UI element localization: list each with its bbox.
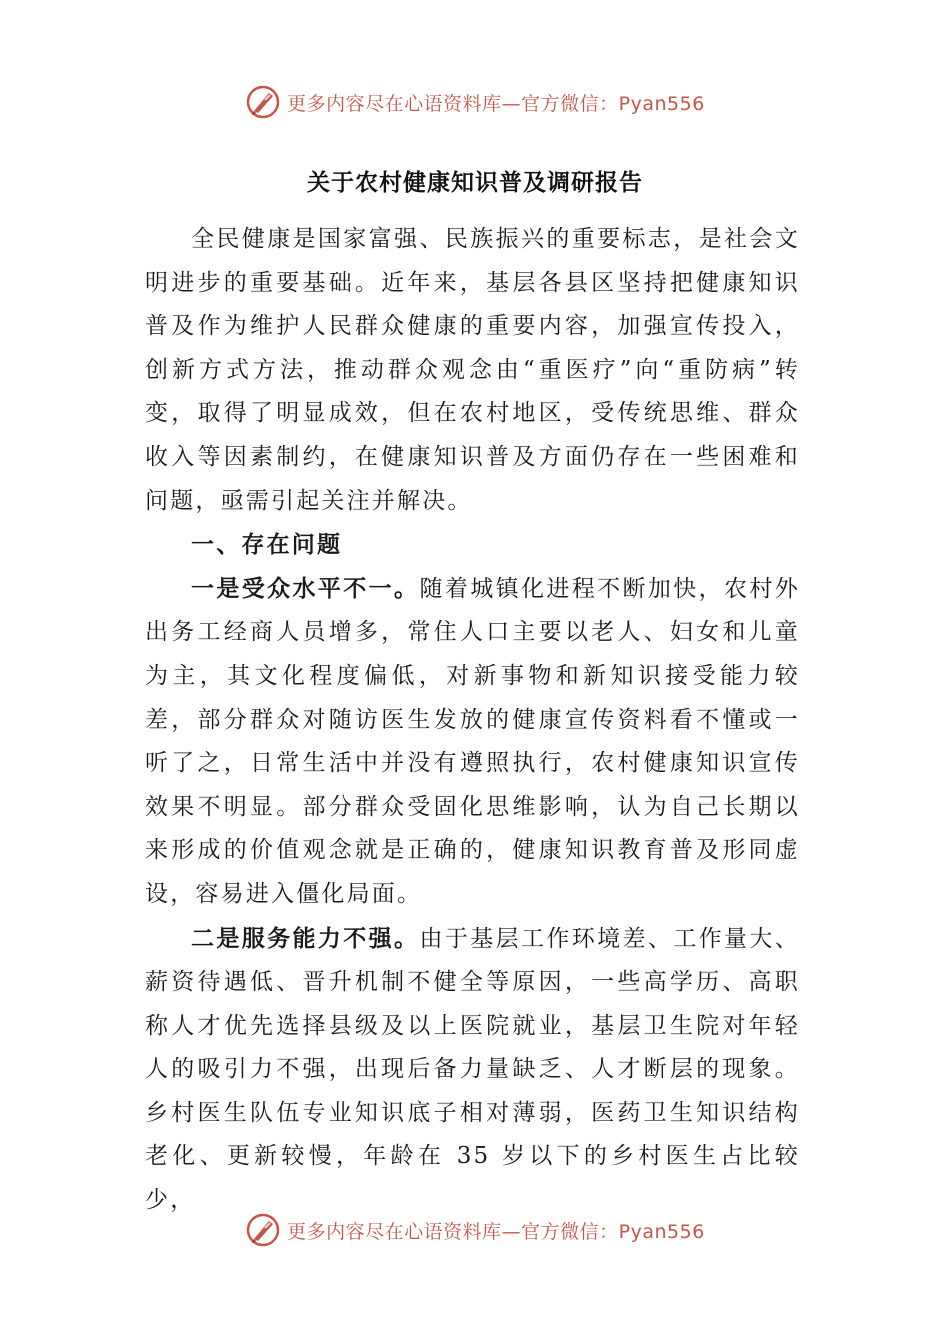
watermark-text: 更多内容尽在心语资料库—官方微信：Pyan556 bbox=[287, 92, 705, 115]
section-heading: 一、存在问题 bbox=[191, 531, 343, 559]
watermark-footer bbox=[0, 1210, 950, 1250]
watermark-header bbox=[0, 82, 950, 122]
point-1-body: 随着城镇化进程不断加快，农村外出务工经商人员增多，常住人口主要以老人、妇女和儿童为主，其文化程度偏低，对新事物和新知识接受能力较差，部分群众对随访医生发放的健康宣传资料看不懂或一听了之，日常生活中并没有遵照执行，农村健康知识宣传效果不明显。部分群众受固化思维影响，认为自己长期以来形成的价值观念就是正确的，健康知识教育普及形同虚设，容易进入僵化局面。 bbox=[145, 575, 801, 907]
point-2-paragraph bbox=[145, 917, 800, 1223]
quill-pen-logo-icon bbox=[245, 84, 281, 120]
quill-pen-logo-icon bbox=[245, 1212, 281, 1248]
point-2-lead: 二是服务能力不强。 bbox=[191, 924, 420, 952]
document-title: 关于农村健康知识普及调研报告 bbox=[307, 169, 643, 196]
document-body bbox=[145, 218, 800, 1223]
point-1-paragraph bbox=[145, 567, 800, 917]
intro-paragraph: 全民健康是国家富强、民族振兴的重要标志，是社会文明进步的重要基础。近年来，基层各县区坚持把健康知识普及作为维护人民群众健康的重要内容，加强宣传投入，创新方式方法，推动群众观念由“重医疗”向“重防病”转变，取得了明显成效，但在农村地区，受传统思维、群众收入等因素制约，在健康知识普及方面仍存在一些困难和问题，亟需引起关注并解决。 bbox=[145, 226, 800, 514]
point-2-body: 由于基层工作环境差、工作量大、薪资待遇低、晋升机制不健全等原因，一些高学历、高职称人才优先选择县级及以上医院就业，基层卫生院对年轻人的吸引力不强，出现后备力量缺乏、人才断层的现象。乡村医生队伍专业知识底子相对薄弱，医药卫生知识结构老化、更新较慢，年龄在 35 岁以下的乡村医生占比较少， bbox=[145, 925, 801, 1214]
point-1-lead: 一是受众水平不一。 bbox=[191, 574, 420, 602]
watermark-text: 更多内容尽在心语资料库—官方微信：Pyan556 bbox=[287, 1220, 705, 1243]
